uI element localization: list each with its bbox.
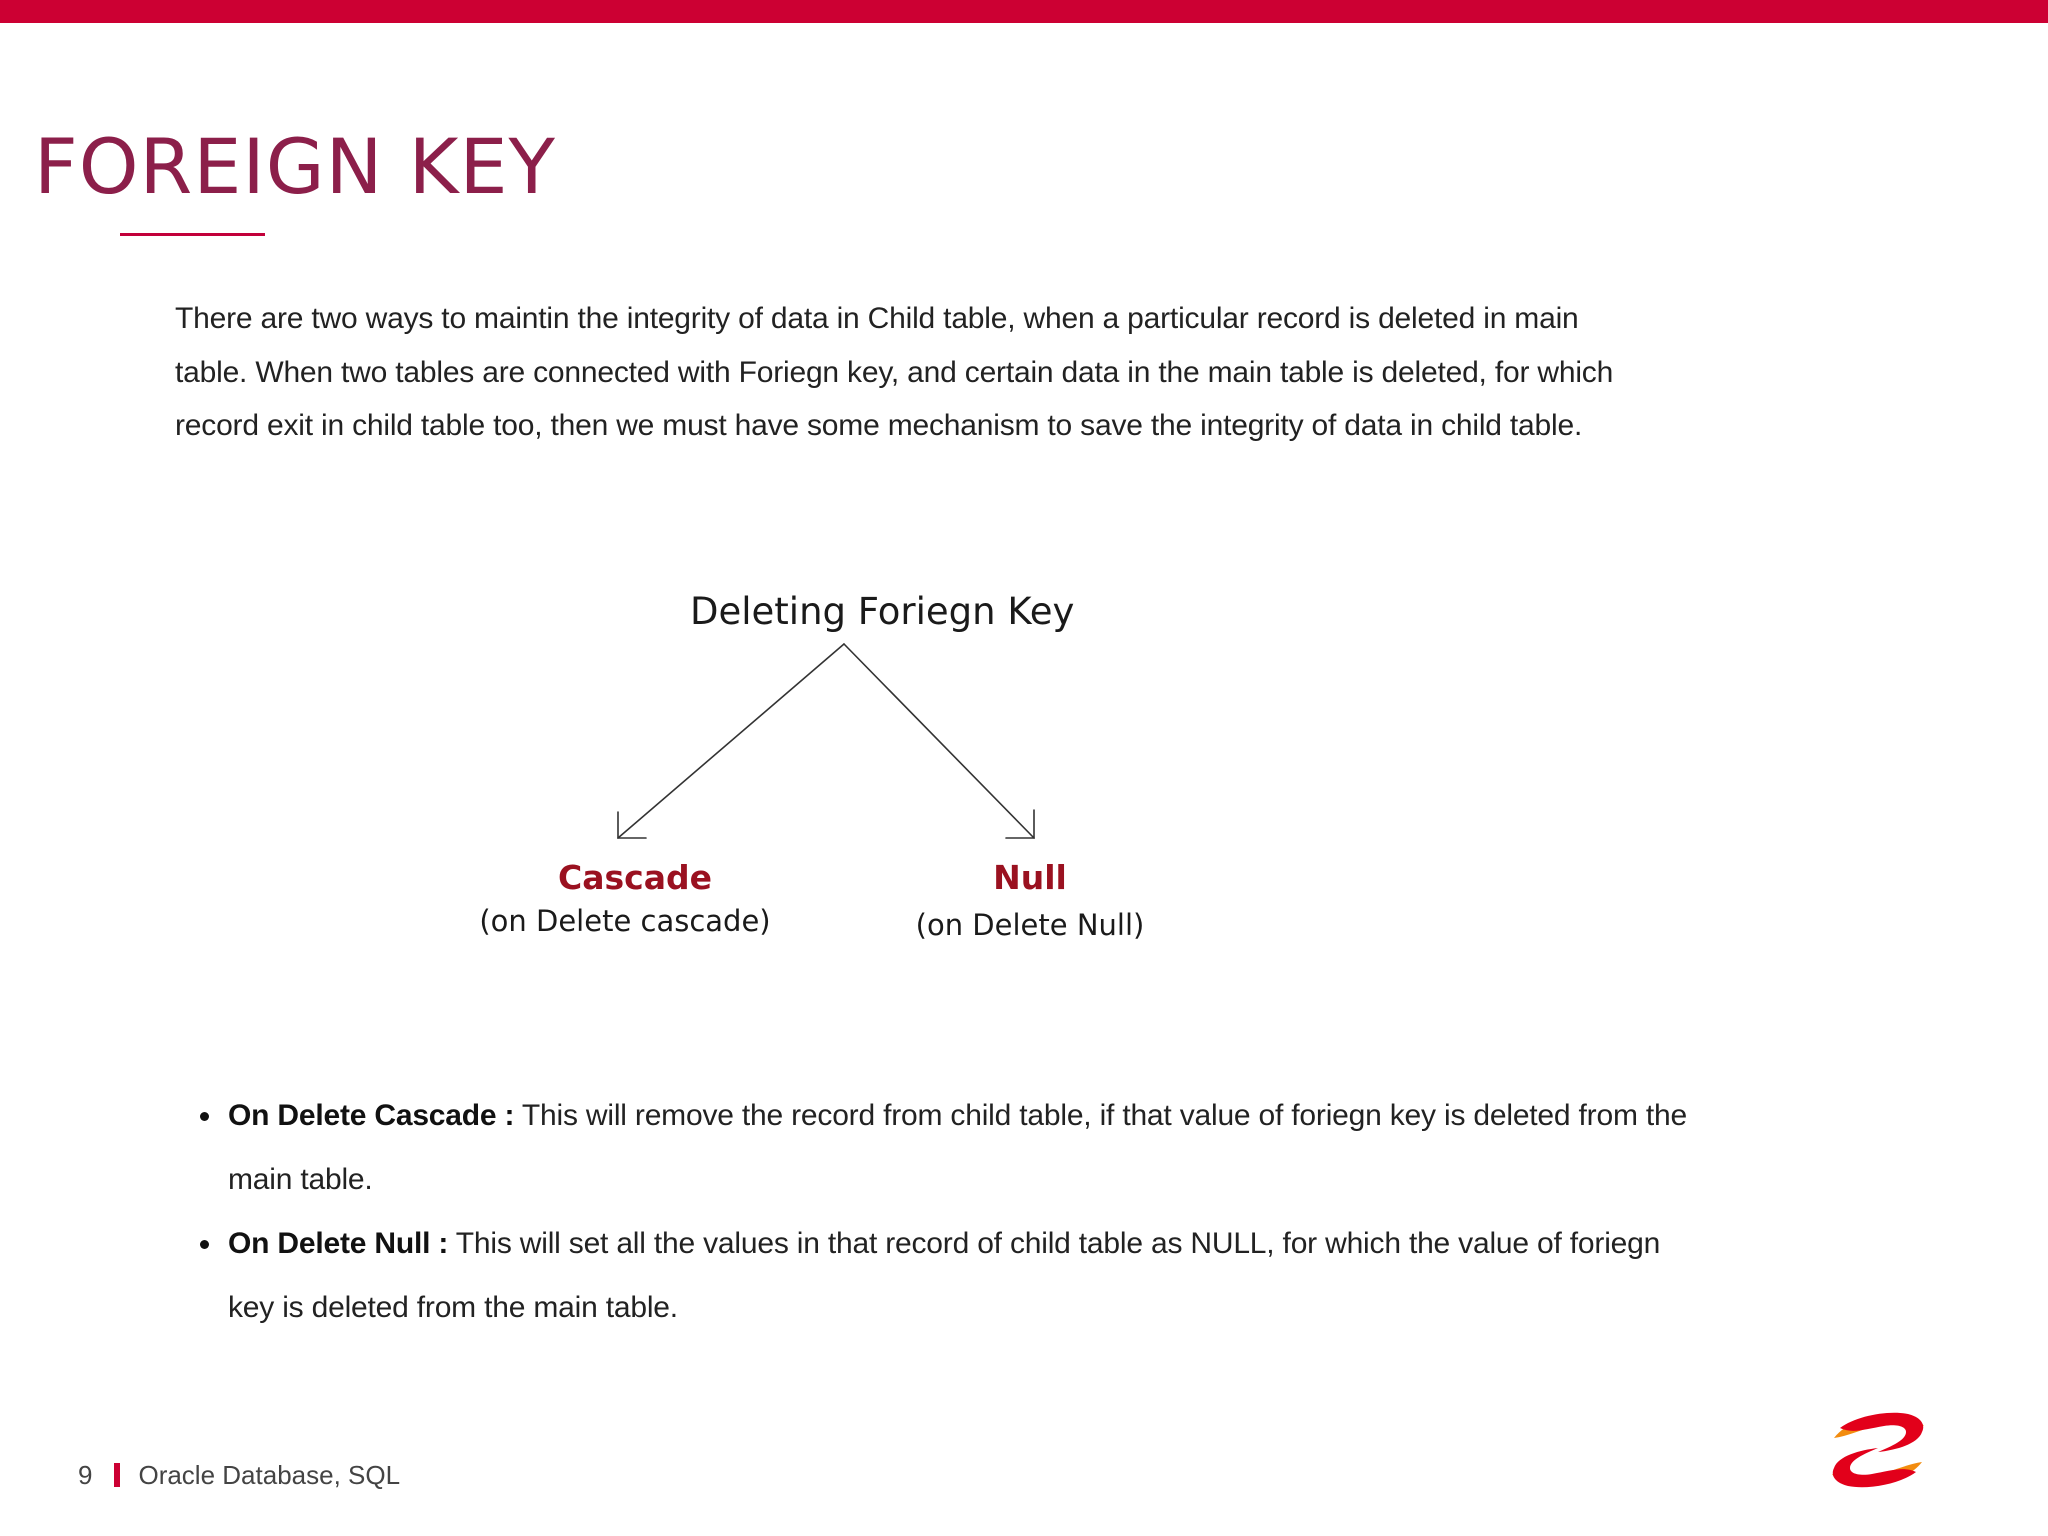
bullet-dot-icon bbox=[200, 1112, 209, 1121]
slide-title: FOREIGN KEY bbox=[34, 122, 556, 211]
top-accent-bar bbox=[0, 0, 2048, 23]
diagram-arrows bbox=[440, 580, 1240, 960]
diagram-title: Deleting Foriegn Key bbox=[690, 590, 1075, 633]
footer-course-name: Oracle Database, SQL bbox=[138, 1459, 401, 1490]
bullet-term: On Delete Cascade : bbox=[228, 1099, 515, 1132]
footer-separator bbox=[114, 1463, 120, 1487]
arrow-to-cascade bbox=[618, 644, 844, 838]
null-sublabel: (on Delete Null) bbox=[915, 908, 1145, 942]
intro-paragraph: There are two ways to maintin the integrity of data in Child table, when a particular record is deleted in main table. When two tables are connected with Foriegn key, and certain data in the main table is deleted, for which record exit in child table too, then we must have some mechanism to save the integrity of data in child table. bbox=[175, 302, 1614, 442]
bullet-text: This will remove the record from child table, if that value of foriegn key is deleted from the main table. bbox=[228, 1099, 1687, 1196]
bullet-term: On Delete Null : bbox=[228, 1227, 449, 1260]
bullet-dot-icon bbox=[200, 1240, 209, 1249]
bullet-list bbox=[196, 1084, 1696, 1340]
null-label: Null bbox=[993, 858, 1067, 897]
page-number: 9 bbox=[78, 1459, 93, 1490]
bullet-text: This will set all the values in that record of child table as NULL, for which the value of foriegn key is deleted from the main table. bbox=[228, 1227, 1661, 1324]
bullet-on-delete-cascade bbox=[196, 1084, 1696, 1212]
deleting-foreign-key-diagram bbox=[440, 580, 1240, 960]
cascade-sublabel: (on Delete cascade) bbox=[479, 904, 771, 938]
bullet-on-delete-null bbox=[196, 1212, 1696, 1340]
brand-logo-icon bbox=[1826, 1410, 1930, 1490]
slide-footer bbox=[78, 1458, 400, 1492]
title-underline bbox=[120, 233, 265, 236]
arrow-to-null bbox=[844, 644, 1034, 838]
cascade-label: Cascade bbox=[558, 858, 712, 897]
